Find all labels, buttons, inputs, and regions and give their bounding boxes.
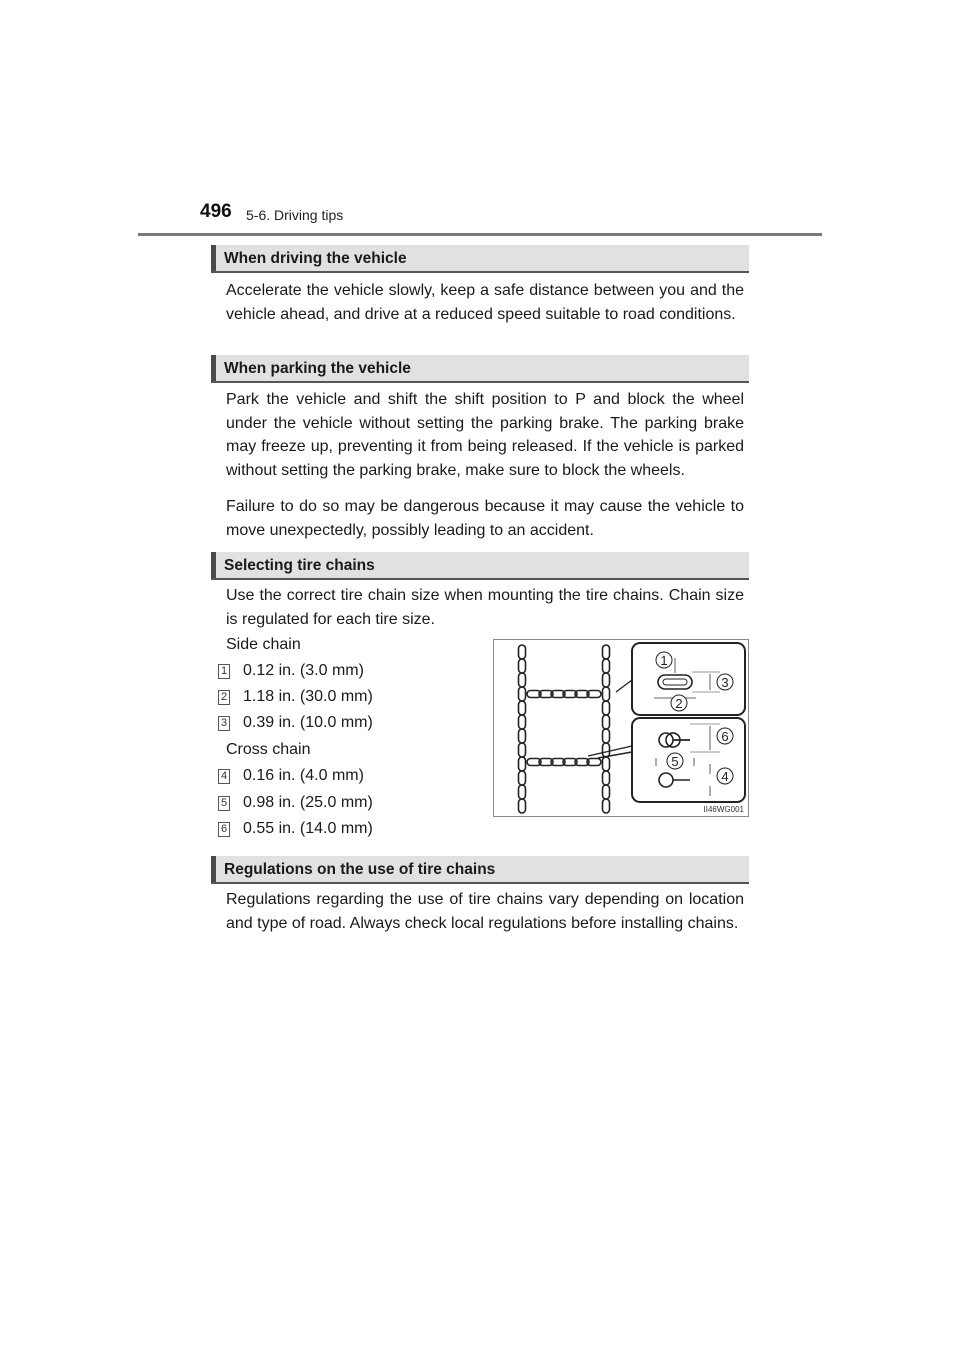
lower-cross-chain [527,759,601,766]
heading-accent [211,856,216,882]
spec-number: 4 [218,769,230,784]
spec-value: 0.98 in. (25.0 mm) [243,794,373,811]
heading-text: Regulations on the use of tire chains [224,861,496,878]
spec-value: 0.39 in. (10.0 mm) [243,714,373,731]
chain-diagram [494,640,750,818]
right-side-chain [603,645,610,813]
spec-number: 1 [218,664,230,679]
cross-chain-detail [632,718,745,802]
upper-cross-chain [527,691,601,698]
callout-4: 4 [721,769,729,784]
left-side-chain [519,645,526,813]
heading-text: Selecting tire chains [224,557,375,574]
side-chain-label: Side chain [226,636,301,653]
page-number: 496 [200,201,232,222]
spec-number: 3 [218,716,230,731]
heading-accent [211,552,216,578]
heading-tire-chains [211,552,749,580]
heading-text: When parking the vehicle [224,360,411,377]
header-divider [138,233,822,236]
heading-accent [211,245,216,271]
paragraph-parking-warning: Failure to do so may be dangerous because it may cause the vehicle to move unexpectedly, possibly leading to an accident. [226,498,744,539]
cross-chain-label: Cross chain [226,741,311,758]
spec-value: 0.12 in. (3.0 mm) [243,662,364,679]
spec-number: 2 [218,690,230,705]
callout-6: 6 [721,729,729,744]
callout-2: 2 [675,696,683,711]
paragraph-regulations: Regulations regarding the use of tire chains vary depending on location and type of road. Always check local regulations before installing chains. [226,891,744,932]
callout-5: 5 [671,754,679,769]
heading-accent [211,355,216,381]
paragraph-driving: Accelerate the vehicle slowly, keep a safe distance between you and the vehicle ahead, and drive at a reduced speed suitable to road conditions. [226,282,744,323]
spec-value: 0.55 in. (14.0 mm) [243,820,373,837]
callout-1: 1 [660,653,668,668]
heading-text: When driving the vehicle [224,250,407,267]
side-chain-detail [632,643,745,715]
spec-value: 0.16 in. (4.0 mm) [243,767,364,784]
tire-chain-illustration [493,639,749,817]
figure-code: II46WG001 [703,805,744,814]
heading-driving [211,245,749,273]
paragraph-parking: Park the vehicle and shift the shift position to P and block the wheel under the vehicle without setting the parking brake. The parking brake may freeze up, preventing it from being released. If the vehicle is parked without setting the parking brake, make sure to block the wheels. [226,391,744,479]
spec-number: 5 [218,796,230,811]
spec-number: 6 [218,822,230,837]
callout-3: 3 [721,675,729,690]
paragraph-tire-chains: Use the correct tire chain size when mounting the tire chains. Chain size is regulated for each tire size. [226,587,744,628]
heading-regulations [211,856,749,884]
spec-value: 1.18 in. (30.0 mm) [243,688,373,705]
section-label: 5-6. Driving tips [246,207,344,223]
heading-parking [211,355,749,383]
